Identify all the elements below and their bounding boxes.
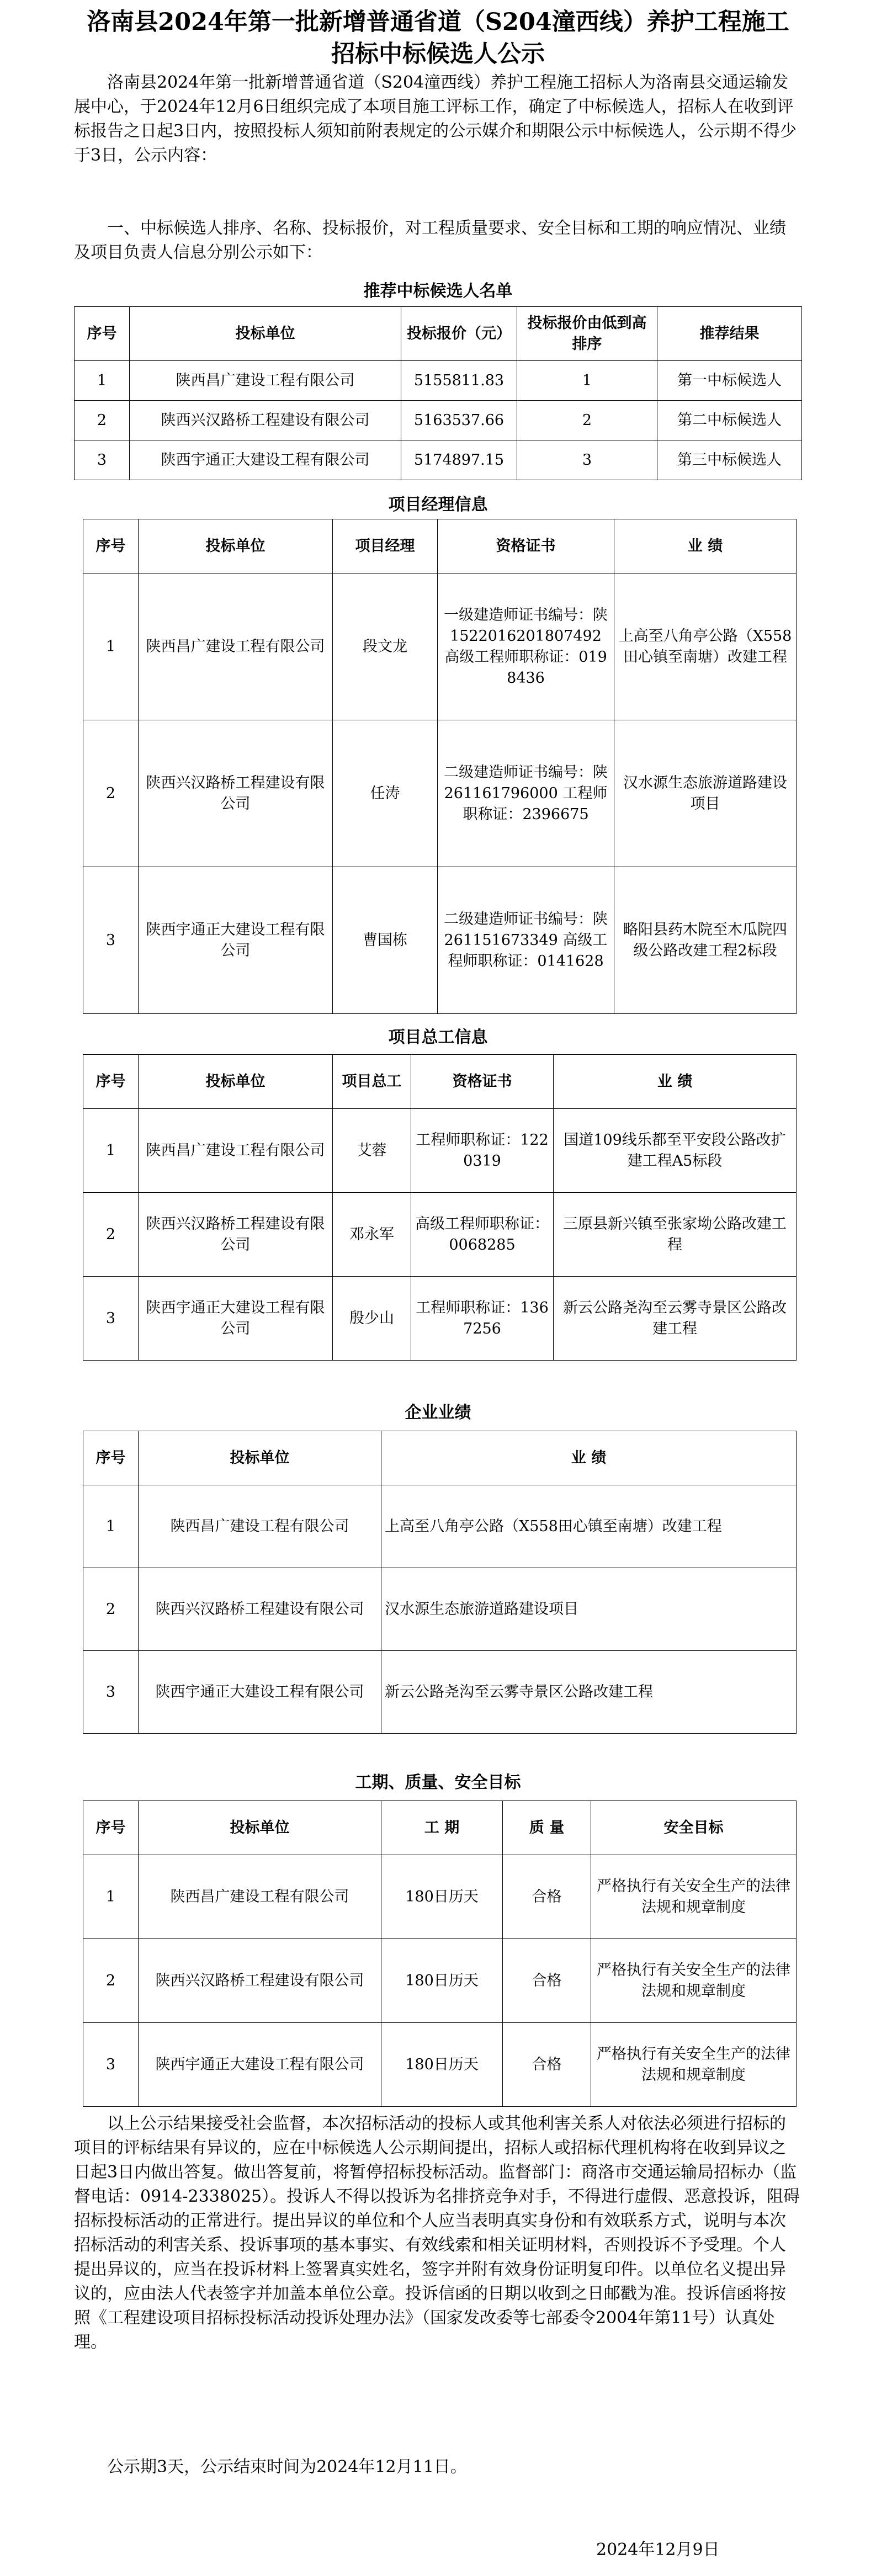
table-cell: 陕西昌广建设工程有限公司 — [139, 1855, 381, 1939]
table-cell: 陕西昌广建设工程有限公司 — [139, 1109, 333, 1193]
table-row — [83, 1485, 797, 1568]
table-cell: 2 — [83, 1568, 139, 1651]
table-row — [83, 2023, 797, 2107]
project-manager-table — [83, 519, 797, 1014]
header-cell: 序号 — [83, 1431, 139, 1485]
header-cell: 业 绩 — [554, 1055, 797, 1109]
table-cell: 三原县新兴镇至张家坳公路改建工程 — [554, 1193, 797, 1277]
table-cell: 新云公路尧沟至云雾寺景区公路改建工程 — [381, 1651, 797, 1734]
table-cell: 2 — [83, 1939, 139, 2023]
table-cell: 3 — [83, 2023, 139, 2107]
table-cell: 段文龙 — [333, 573, 438, 720]
header-cell: 投标单位 — [139, 1431, 381, 1485]
table-cell: 陕西宇通正大建设工程有限公司 — [139, 867, 333, 1014]
table-cell: 一级建造师证书编号：陕 1522016201807492 高级工程师职称证：0198436 — [438, 573, 614, 720]
table-cell: 严格执行有关安全生产的法律法规和规章制度 — [591, 1855, 797, 1939]
section1-paragraph: 一、中标候选人排序、名称、投标报价，对工程质量要求、安全目标和工期的响应情况、业绩及项目负责人信息分别公示如下： — [74, 219, 786, 262]
table-cell: 陕西兴汉路桥工程建设有限公司 — [130, 401, 401, 440]
table-cell: 3 — [83, 1277, 139, 1361]
table-cell: 1 — [75, 361, 130, 401]
header-cell: 资格证书 — [438, 519, 614, 573]
table-cell: 180日历天 — [381, 2023, 503, 2107]
table-cell: 1 — [83, 1109, 139, 1193]
document-title-line2: 招标中标候选人公示 — [331, 40, 545, 68]
header-cell: 投标报价由低到高排序 — [517, 307, 657, 361]
table-cell: 汉水源生态旅游道路建设项目 — [614, 720, 797, 867]
table-cell: 第一中标候选人 — [657, 361, 802, 401]
header-cell: 业 绩 — [381, 1431, 797, 1485]
table-cell: 3 — [75, 440, 130, 480]
table-cell: 殷少山 — [333, 1277, 411, 1361]
table-cell: 工程师职称证：1367256 — [411, 1277, 554, 1361]
table-cell: 上高至八角亭公路（X558田心镇至南塘）改建工程 — [614, 573, 797, 720]
table-row — [83, 867, 797, 1014]
header-cell: 序号 — [75, 307, 130, 361]
table-row — [83, 1193, 797, 1277]
table-cell: 任涛 — [333, 720, 438, 867]
period-paragraph: 公示期3天，公示结束时间为2024年12月11日。 — [107, 2457, 467, 2477]
table-cell: 合格 — [503, 1939, 591, 2023]
header-cell: 项目经理 — [333, 519, 438, 573]
table-cell: 第三中标候选人 — [657, 440, 802, 480]
table-cell: 5174897.15 — [401, 440, 517, 480]
table-cell: 陕西兴汉路桥工程建设有限公司 — [139, 1939, 381, 2023]
table-cell: 1 — [517, 361, 657, 401]
header-cell: 安全目标 — [591, 1801, 797, 1855]
header-cell: 投标单位 — [139, 1801, 381, 1855]
table-cell: 合格 — [503, 1855, 591, 1939]
table-row — [83, 1109, 797, 1193]
table-cell: 略阳县药木院至木瓜院四级公路改建工程2标段 — [614, 867, 797, 1014]
table-row — [75, 361, 802, 401]
candidates-table — [74, 306, 802, 480]
header-cell: 序号 — [83, 1055, 139, 1109]
table1-caption: 推荐中标候选人名单 — [363, 281, 513, 301]
table-row — [83, 1939, 797, 2023]
chief-engineer-table — [83, 1054, 797, 1361]
table-cell: 5155811.83 — [401, 361, 517, 401]
table-cell: 曹国栋 — [333, 867, 438, 1014]
table-cell: 高级工程师职称证：0068285 — [411, 1193, 554, 1277]
table4-caption: 企业业绩 — [405, 1403, 471, 1422]
table-cell: 2 — [83, 1193, 139, 1277]
table-cell: 2 — [83, 720, 139, 867]
table3-caption: 项目总工信息 — [388, 1028, 488, 1047]
table-cell: 1 — [83, 573, 139, 720]
table-cell: 汉水源生态旅游道路建设项目 — [381, 1568, 797, 1651]
table-header-row — [83, 1801, 797, 1855]
table-cell: 国道109线乐都至平安段公路改扩建工程A5标段 — [554, 1109, 797, 1193]
table-row — [75, 401, 802, 440]
table-cell: 严格执行有关安全生产的法律法规和规章制度 — [591, 2023, 797, 2107]
table-row — [83, 720, 797, 867]
table-cell: 陕西兴汉路桥工程建设有限公司 — [139, 1568, 381, 1651]
table-cell: 合格 — [503, 2023, 591, 2107]
table-cell: 陕西兴汉路桥工程建设有限公司 — [139, 1193, 333, 1277]
table-cell: 3 — [83, 1651, 139, 1734]
schedule-quality-safety-table — [83, 1800, 797, 2107]
header-cell: 序号 — [83, 519, 139, 573]
table-header-row — [83, 1431, 797, 1485]
table-cell: 陕西兴汉路桥工程建设有限公司 — [139, 720, 333, 867]
table-cell: 1 — [83, 1485, 139, 1568]
table-cell: 陕西宇通正大建设工程有限公司 — [139, 2023, 381, 2107]
notice-paragraph: 以上公示结果接受社会监督，本次招标活动的投标人或其他利害关系人对依法必须进行招标的项目的评标结果有异议的，应在中标候选人公示期间提出，招标人或招标代理机构将在收到异议之日起3日内做出答复。做出答复前，将暂停招标投标活动。监督部门：商洛市交通运输局招标办（监督电话：0914-2338025）。投诉人不得以投诉为名排挤竞争对手，不得进行虚假、恶意投诉，阻碍招标投标活动的正常进行。提出异议的单位和个人应当表明真实身份和有效联系方式，说明与本次招标活动的利害关系、投诉事项的基本事实、有效线索和相关证明材料，否则投诉不予受理。个人提出异议的，应当在投诉材料上签署真实姓名，签字并附有效身份证明复印件。以单位名义提出异议的，应由法人代表签字并加盖本单位公章。投诉信函的日期以收到之日邮戳为准。投诉信函将按照《工程建设项目招标投标活动投诉处理办法》（国家发改委等七部委令2004年第11号）认真处理。 — [74, 2114, 800, 2352]
notice-date: 2024年12月9日 — [596, 2540, 720, 2559]
table-cell: 3 — [83, 867, 139, 1014]
table-row — [83, 1568, 797, 1651]
table-cell: 陕西宇通正大建设工程有限公司 — [139, 1277, 333, 1361]
table-row — [75, 440, 802, 480]
header-cell: 业 绩 — [614, 519, 797, 573]
table-row — [83, 1277, 797, 1361]
table-cell: 5163537.66 — [401, 401, 517, 440]
table-header-row — [75, 307, 802, 361]
table5-caption: 工期、质量、安全目标 — [355, 1773, 521, 1792]
table2-caption: 项目经理信息 — [388, 495, 488, 514]
intro-paragraph: 洛南县2024年第一批新增普通省道（S204潼西线）养护工程施工招标人为洛南县交通运输发展中心，于2024年12月6日组织完成了本项目施工评标工作，确定了中标候选人，招标人在收到评标报告之日起3日内，按照投标人须知前附表规定的公示媒介和期限公示中标候选人，公示期不得少于3日，公示内容： — [74, 73, 797, 165]
table-row — [83, 1855, 797, 1939]
table-cell: 陕西昌广建设工程有限公司 — [139, 573, 333, 720]
company-performance-table — [83, 1431, 797, 1734]
table-cell: 艾蓉 — [333, 1109, 411, 1193]
header-cell: 资格证书 — [411, 1055, 554, 1109]
table-cell: 邓永军 — [333, 1193, 411, 1277]
table-cell: 陕西昌广建设工程有限公司 — [130, 361, 401, 401]
table-cell: 第二中标候选人 — [657, 401, 802, 440]
header-cell: 序号 — [83, 1801, 139, 1855]
table-cell: 180日历天 — [381, 1855, 503, 1939]
table-cell: 上高至八角亭公路（X558田心镇至南塘）改建工程 — [381, 1485, 797, 1568]
table-cell: 180日历天 — [381, 1939, 503, 2023]
table-header-row — [83, 519, 797, 573]
table-cell: 严格执行有关安全生产的法律法规和规章制度 — [591, 1939, 797, 2023]
header-cell: 投标单位 — [139, 1055, 333, 1109]
document-title-line1: 洛南县2024年第一批新增普通省道（S204潼西线）养护工程施工 — [87, 8, 789, 36]
table-cell: 2 — [517, 401, 657, 440]
table-cell: 3 — [517, 440, 657, 480]
header-cell: 项目总工 — [333, 1055, 411, 1109]
header-cell: 投标单位 — [139, 519, 333, 573]
table-cell: 陕西宇通正大建设工程有限公司 — [139, 1651, 381, 1734]
table-cell: 新云公路尧沟至云雾寺景区公路改建工程 — [554, 1277, 797, 1361]
table-cell: 二级建造师证书编号：陕 261151673349 高级工程师职称证：0141628 — [438, 867, 614, 1014]
table-row — [83, 573, 797, 720]
header-cell: 推荐结果 — [657, 307, 802, 361]
table-cell: 二级建造师证书编号：陕 261161796000 工程师职称证：2396675 — [438, 720, 614, 867]
table-cell: 陕西宇通正大建设工程有限公司 — [130, 440, 401, 480]
header-cell: 投标单位 — [130, 307, 401, 361]
table-cell: 1 — [83, 1855, 139, 1939]
table-header-row — [83, 1055, 797, 1109]
table-cell: 陕西昌广建设工程有限公司 — [139, 1485, 381, 1568]
header-cell: 工 期 — [381, 1801, 503, 1855]
table-cell: 2 — [75, 401, 130, 440]
table-cell: 工程师职称证：1220319 — [411, 1109, 554, 1193]
header-cell: 投标报价（元） — [401, 307, 517, 361]
table-row — [83, 1651, 797, 1734]
header-cell: 质 量 — [503, 1801, 591, 1855]
